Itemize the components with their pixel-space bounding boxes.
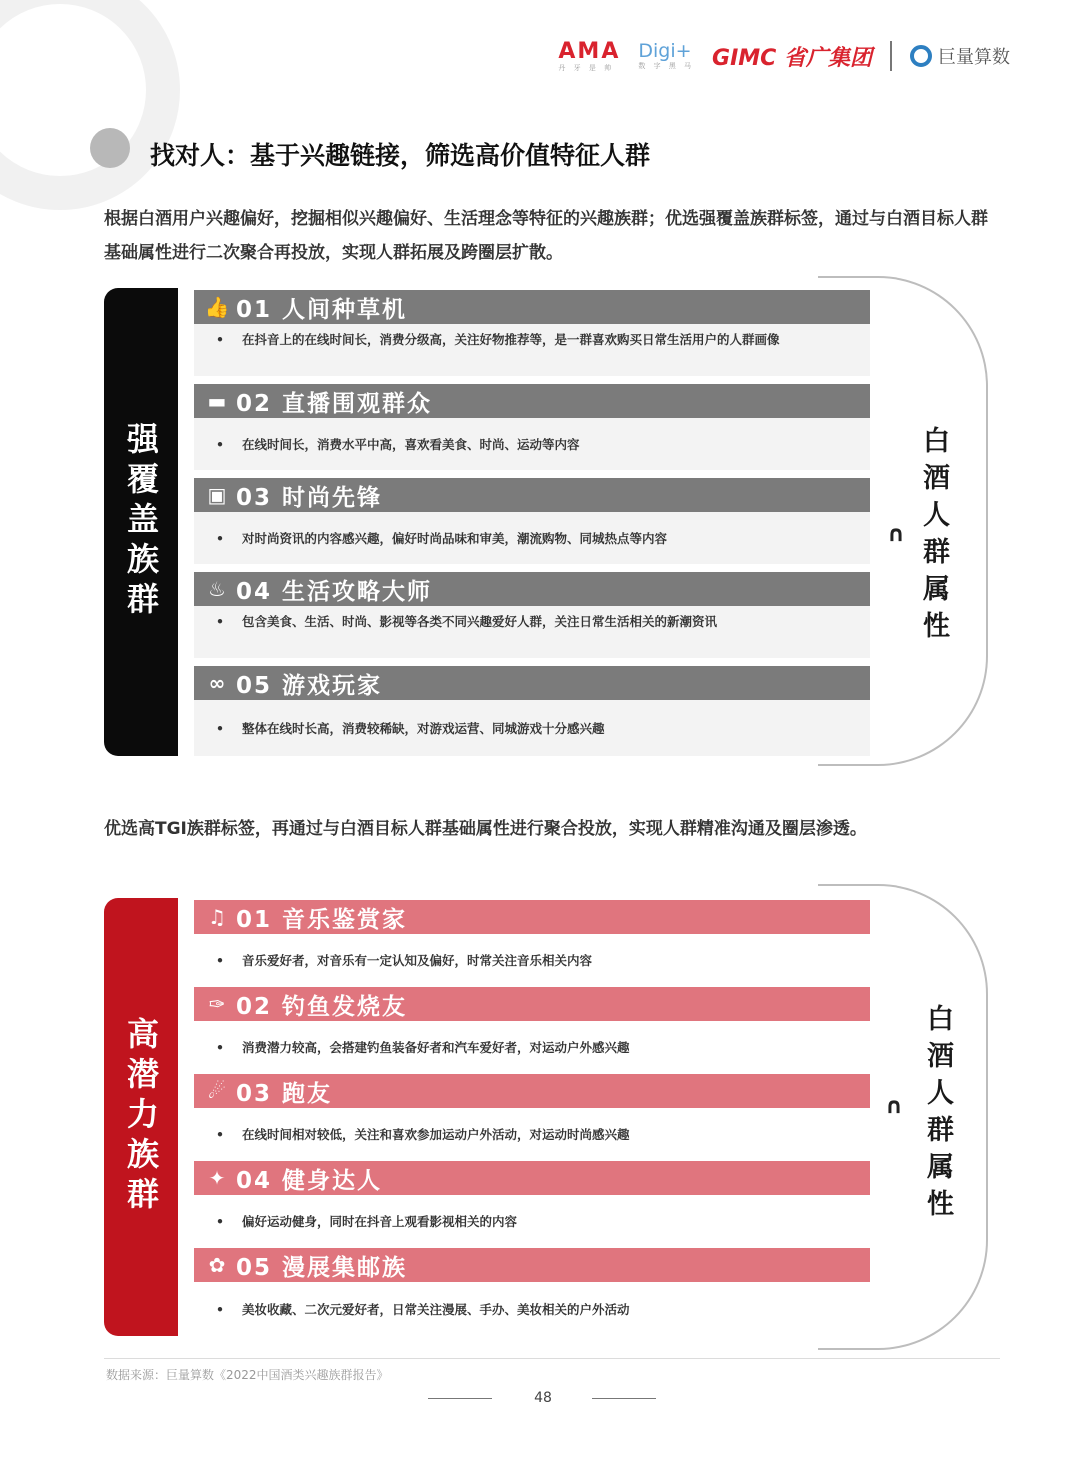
item-description: 音乐爱好者，对音乐有一定认知及偏好，时常关注音乐相关内容 (242, 952, 593, 968)
stamp-icon: ✿ (208, 1253, 228, 1277)
decorative-ring (0, 0, 180, 210)
item-title: 01 音乐鉴赏家 (236, 906, 408, 933)
group-2-label-bar (104, 898, 178, 1336)
item-title: 04 健身达人 (236, 1167, 383, 1194)
group-1-side-label: 白酒人群属性 (918, 426, 949, 648)
ama-logo: AMA 丹 牙 是 帅 (558, 38, 621, 72)
item-title: 04 生活攻略大师 (236, 578, 433, 605)
group-1-intersect-symbol: ∩ (887, 522, 905, 547)
item-title: 05 游戏玩家 (236, 672, 383, 699)
group-1-item-1: 👍 01 人间种草机 • 在抖音上的在线时间长，消费分级高，关注好物推荐等，是一群喜欢购买日常生活用户的人群画像 (194, 290, 870, 376)
data-source-note: 数据来源：巨量算数《2022中国酒类兴趣族群报告》 (106, 1368, 389, 1382)
shirt-icon: ▣ (207, 483, 229, 507)
logo-divider (890, 41, 892, 71)
page-line-left (428, 1398, 492, 1399)
group-2-intersect-symbol: ∩ (885, 1094, 903, 1119)
item-description: 美妆收藏、二次元爱好者，日常关注漫展、手办、美妆相关的户外活动 (242, 1301, 630, 1317)
item-description: 整体在线时长高，消费较稀缺，对游戏运营、同城游戏十分感兴趣 (242, 720, 605, 736)
page-title: 找对人：基于兴趣链接，筛选高价值特征人群 (150, 141, 651, 170)
gamepad-icon: ∞ (208, 671, 228, 695)
juliang-mark-icon (910, 45, 932, 67)
group-1-item-5: ∞ 05 游戏玩家 • 整体在线时长高，消费较稀缺，对游戏运营、同城游戏十分感兴趣 (194, 666, 870, 756)
item-description: 在抖音上的在线时间长，消费分级高，关注好物推荐等，是一群喜欢购买日常生活用户的人群画像 (242, 332, 780, 347)
group-2-item-4: ✦ 04 健身达人 • 偏好运动健身，同时在抖音上观看影视相关的内容 (194, 1161, 870, 1247)
group-1-item-2: ▬ 02 直播围观群众 • 在线时间长，消费水平中高，喜欢看美食、时尚、运动等内容 (194, 384, 870, 470)
item-description: 在线时间长，消费水平中高，喜欢看美食、时尚、运动等内容 (242, 436, 580, 452)
item-title: 05 漫展集邮族 (236, 1254, 408, 1281)
group-1-item-3: ▣ 03 时尚先锋 • 对时尚资讯的内容感兴趣，偏好时尚品味和审美，潮流购物、同城热点等内容 (194, 478, 870, 564)
fitness-icon: ✦ (208, 1166, 228, 1190)
item-description: 对时尚资讯的内容感兴趣，偏好时尚品味和审美，潮流购物、同城热点等内容 (242, 530, 668, 546)
item-description: 包含美食、生活、时尚、影视等各类不同兴趣爱好人群，关注日常生活相关的新潮资讯 (242, 614, 718, 629)
title-bullet-icon (90, 128, 130, 168)
group-2-item-2: ✑ 02 钓鱼发烧友 • 消费潜力较高，会搭建钓鱼装备好者和汽车爱好者，对运动户外感兴趣 (194, 987, 870, 1073)
intro-paragraph-1: 根据白酒用户兴趣偏好，挖掘相似兴趣偏好、生活理念等特征的兴趣族群；优选强覆盖族群标签，通过与白酒目标人群基础属性进行二次聚合再投放，实现人群拓展及跨圈层扩散。 (104, 209, 988, 263)
thumbs-up-icon: 👍 (204, 295, 232, 319)
video-camera-icon: ▬ (207, 389, 229, 413)
group-2-side-label: 白酒人群属性 (922, 1004, 953, 1226)
item-title: 03 跑友 (236, 1080, 333, 1107)
group-2-item-3: ☄ 03 跑友 • 在线时间相对较低，关注和喜欢参加运动户外活动，对运动时尚感兴趣 (194, 1074, 870, 1160)
runner-icon: ☄ (208, 1079, 228, 1103)
group-1-label-bar (104, 288, 178, 756)
fishing-icon: ✑ (208, 992, 228, 1016)
group-2-item-5: ✿ 05 漫展集邮族 • 美妆收藏、二次元爱好者，日常关注漫展、手办、美妆相关的户外活动 (194, 1248, 870, 1336)
music-note-icon: ♫ (208, 905, 228, 929)
item-description: 消费潜力较高，会搭建钓鱼装备好者和汽车爱好者，对运动户外感兴趣 (242, 1039, 630, 1055)
juliang-logo: 巨量算数 (910, 43, 1010, 69)
item-title: 01 人间种草机 (236, 296, 408, 323)
item-description: 在线时间相对较低，关注和喜欢参加运动户外活动，对运动时尚感兴趣 (242, 1126, 630, 1142)
group-1-label: 强覆盖族群 (122, 422, 160, 622)
item-title: 02 钓鱼发烧友 (236, 993, 408, 1020)
page-number: 48 (534, 1390, 552, 1406)
footer-divider (104, 1358, 1000, 1359)
page-line-right (592, 1398, 656, 1399)
group-2-item-1: ♫ 01 音乐鉴赏家 • 音乐爱好者，对音乐有一定认知及偏好，时常关注音乐相关内容 (194, 900, 870, 986)
group-1-item-4: ♨ 04 生活攻略大师 • 包含美食、生活、时尚、影视等各类不同兴趣爱好人群，关注日常生活相关的新潮资讯 (194, 572, 870, 658)
item-title: 03 时尚先锋 (236, 484, 383, 511)
chef-icon: ♨ (208, 577, 228, 601)
header-logos (558, 38, 1010, 74)
item-title: 02 直播围观群众 (236, 390, 433, 417)
gimc-logo: GIMC 省广集团 (712, 45, 872, 71)
intro-paragraph-2: 优选高TGI族群标签，再通过与白酒目标人群基础属性进行聚合投放，实现人群精准沟通及圈层渗透。 (104, 819, 867, 839)
group-2-label: 高潜力族群 (122, 1017, 160, 1217)
item-description: 偏好运动健身，同时在抖音上观看影视相关的内容 (242, 1213, 518, 1229)
digi-logo: Digi+ 数 字 黑 马 (638, 40, 695, 70)
